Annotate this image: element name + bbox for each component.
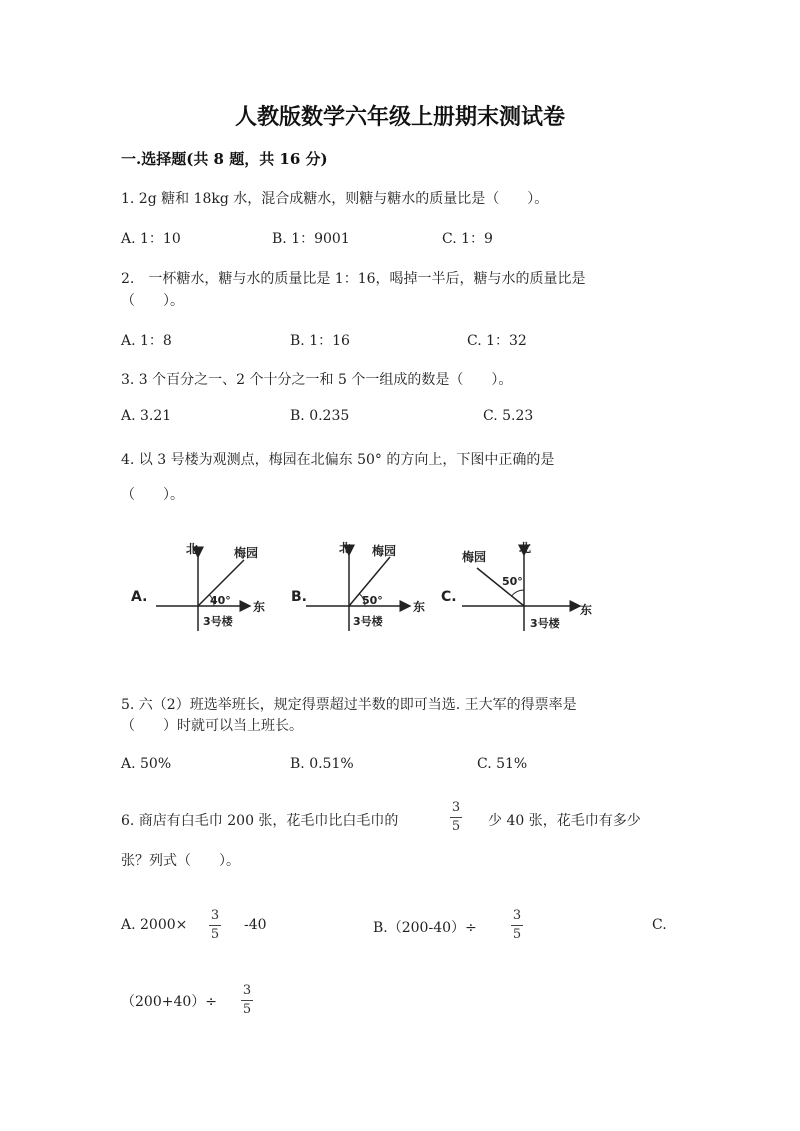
diagram-c-east: 东: [580, 603, 593, 617]
q5-option-c[interactable]: C. 51%: [477, 756, 528, 772]
q5-option-b[interactable]: B. 0.51%: [290, 756, 354, 772]
diagram-a-origin: 3号楼: [203, 615, 233, 628]
q2-option-b[interactable]: B. 1：16: [290, 333, 350, 349]
q6-option-b-denominator: 5: [512, 927, 522, 942]
diagram-b-label: B.: [291, 589, 307, 605]
q6-option-c-denominator: 5: [242, 1002, 252, 1017]
question-6-part2: 少 40 张，花毛巾有多少: [488, 813, 641, 829]
q6-option-c-prefix: （200+40）÷: [121, 994, 217, 1010]
q6-option-b-numerator: 3: [512, 908, 522, 923]
q6-option-b-prefix: B.（200-40）÷: [373, 920, 477, 936]
q1-option-b[interactable]: B. 1：9001: [272, 231, 350, 247]
diagram-a-target: 梅园: [234, 546, 259, 560]
diagram-b-origin: 3号楼: [353, 615, 383, 628]
question-6-part1: 6. 商店有白毛巾 200 张，花毛巾比白毛巾的: [121, 813, 399, 829]
diagram-b-target: 梅园: [372, 544, 397, 558]
q2-option-a[interactable]: A. 1：8: [121, 333, 172, 349]
diagram-c-north: 北: [519, 541, 532, 555]
q6-option-c-fraction: [241, 983, 253, 1018]
q6-option-a-denominator: 5: [210, 927, 220, 942]
question-6-line2: 张？列式（ ）。: [121, 853, 240, 869]
q6-fraction-numerator: 3: [451, 800, 461, 815]
question-3: 3. 3 个百分之一、2 个十分之一和 5 个一组成的数是（ ）。: [121, 372, 513, 388]
diagram-a-north: 北: [186, 542, 199, 556]
question-5-line2: （ ）时就可以当上班长。: [121, 718, 303, 734]
q3-option-c[interactable]: C. 5.23: [483, 408, 534, 424]
fraction-bar: [450, 817, 462, 818]
question-4-line2: （ ）。: [121, 487, 184, 503]
q6-option-a-numerator: 3: [210, 908, 220, 923]
diagram-a-label: A.: [131, 589, 148, 605]
diagram-c-origin: 3号楼: [530, 617, 560, 630]
question-2-line1: 2. 一杯糖水，糖与水的质量比是 1：16，喝掉一半后，糖与水的质量比是: [121, 271, 586, 287]
q5-option-a[interactable]: A. 50%: [121, 756, 172, 772]
diagram-c[interactable]: [441, 541, 592, 631]
fraction-bar: [209, 925, 221, 926]
q6-option-a-prefix: A. 2000×: [121, 917, 188, 933]
q6-fraction: [450, 800, 462, 835]
diagram-b-north: 北: [339, 541, 352, 555]
q6-option-a-suffix: -40: [244, 917, 267, 933]
q3-option-b[interactable]: B. 0.235: [290, 408, 350, 424]
diagram-a[interactable]: [131, 542, 265, 631]
q2-option-c[interactable]: C. 1：32: [467, 333, 527, 349]
q3-option-a[interactable]: A. 3.21: [121, 408, 172, 424]
q6-option-b-fraction: [511, 908, 523, 943]
section-heading: 一.选择题(共 8 题，共 16 分): [121, 150, 328, 168]
diagram-a-angle: 40°: [210, 594, 231, 607]
direction-diagrams: [0, 535, 800, 655]
page-title: 人教版数学六年级上册期末测试卷: [234, 104, 565, 130]
diagram-b[interactable]: [291, 541, 425, 631]
diagram-c-label: C.: [441, 589, 457, 605]
question-4-line1: 4. 以 3 号楼为观测点，梅园在北偏东 50° 的方向上，下图中正确的是: [121, 452, 555, 468]
diagram-a-east: 东: [253, 600, 266, 614]
q1-option-a[interactable]: A. 1：10: [121, 231, 181, 247]
diagram-b-east: 东: [413, 600, 426, 614]
fraction-bar: [241, 1000, 253, 1001]
diagram-b-angle: 50°: [362, 594, 383, 607]
question-1: 1. 2g 糖和 18kg 水，混合成糖水，则糖与糖水的质量比是（ ）。: [121, 191, 549, 207]
fraction-bar: [511, 925, 523, 926]
q1-option-c[interactable]: C. 1：9: [442, 231, 493, 247]
question-2-line2: （ ）。: [121, 293, 184, 309]
q6-option-c-label: C.: [652, 917, 667, 933]
q6-option-a-fraction: [209, 908, 221, 943]
question-5-line1: 5. 六（2）班选举班长，规定得票超过半数的即可当选. 王大军的得票率是: [121, 697, 577, 713]
diagram-c-target: 梅园: [462, 550, 487, 564]
diagram-c-angle: 50°: [502, 575, 523, 588]
q6-fraction-denominator: 5: [451, 819, 461, 834]
q6-option-c-numerator: 3: [242, 983, 252, 998]
